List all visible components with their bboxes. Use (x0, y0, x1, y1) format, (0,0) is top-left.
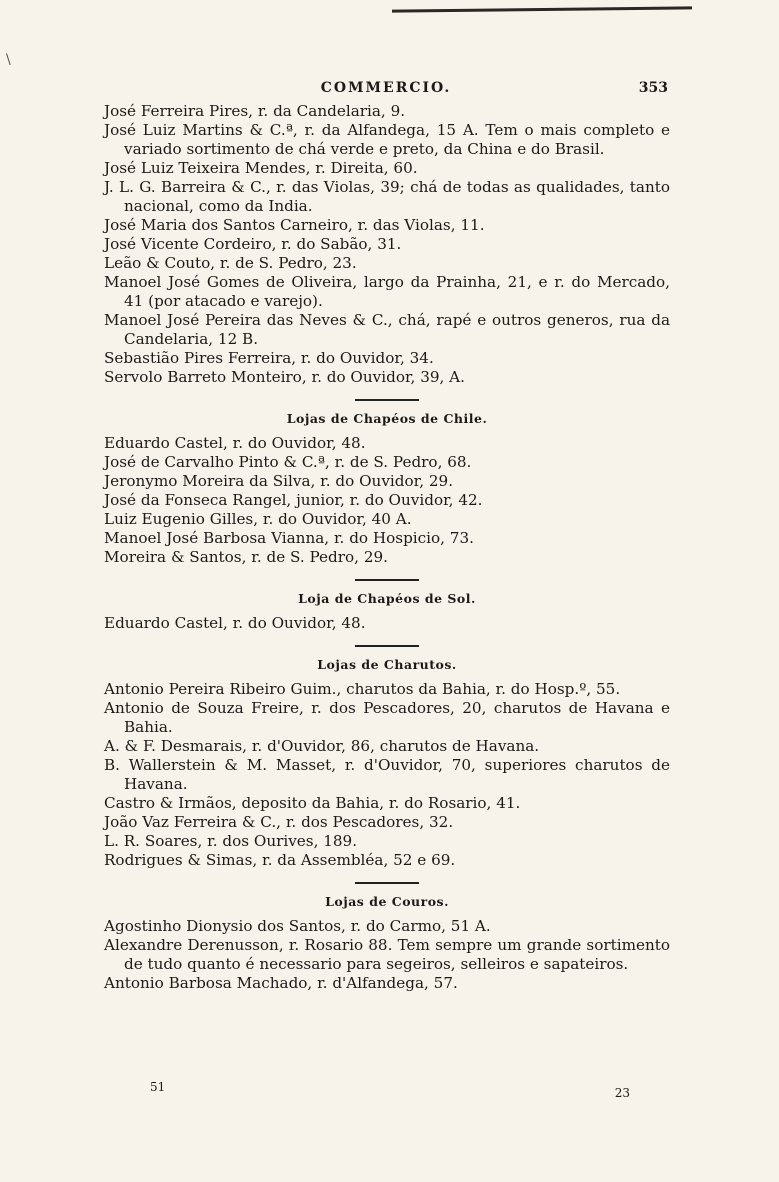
list-item: Alexandre Derenusson, r. Rosario 88. Tem sempre um grande sortimento de tudo quanto é necessario para segeiros, selleiros e sapateiros. (104, 936, 670, 973)
section-title: Lojas de Couros. (325, 894, 449, 909)
list-item: Castro & Irmãos, deposito da Bahia, r. do Rosario, 41. (104, 794, 521, 812)
list-item: João Vaz Ferreira & C., r. dos Pescadores, 32. (104, 813, 454, 831)
list-item: José Maria dos Santos Carneiro, r. das Violas, 11. (104, 216, 485, 234)
list-item: J. L. G. Barreira & C., r. das Violas, 39; chá de todas as qualidades, tanto nacional, como da India. (104, 178, 670, 215)
list-item: José Luiz Teixeira Mendes, r. Direita, 60. (104, 159, 418, 177)
list-item: Agostinho Dionysio dos Santos, r. do Carmo, 51 A. (104, 917, 491, 935)
section-divider (355, 579, 419, 581)
list-item: Manoel José Barbosa Vianna, r. do Hospicio, 73. (104, 529, 474, 547)
list-item: B. Wallerstein & M. Masset, r. d'Ouvidor, 70, superiores charutos de Havana. (104, 756, 670, 793)
signature-mark: 51 (150, 1080, 166, 1094)
footer-right-mark: 23 (614, 1086, 630, 1100)
list-item: José Luiz Martins & C.ª, r. da Alfandega, 15 A. Tem o mais completo e variado sortimento de chá verde e preto, da China e do Brasil. (104, 121, 670, 158)
list-item: Eduardo Castel, r. do Ouvidor, 48. (104, 614, 366, 632)
margin-mark: \ (6, 52, 11, 68)
list-item: Moreira & Santos, r. de S. Pedro, 29. (104, 548, 388, 566)
page-header (104, 80, 668, 100)
page-number: 353 (638, 80, 668, 96)
list-item: Leão & Couto, r. de S. Pedro, 23. (104, 254, 357, 272)
section-divider (355, 882, 419, 884)
list-item: José da Fonseca Rangel, junior, r. do Ouvidor, 42. (104, 491, 483, 509)
list-item: Manoel José Pereira das Neves & C., chá, rapé e outros generos, rua da Candelaria, 12 B. (104, 311, 670, 348)
list-item: Rodrigues & Simas, r. da Assembléa, 52 e 69. (104, 851, 456, 869)
section-title: Loja de Chapéos de Sol. (298, 591, 476, 606)
list-item: Sebastião Pires Ferreira, r. do Ouvidor, 34. (104, 349, 434, 367)
list-item: Antonio Pereira Ribeiro Guim., charutos da Bahia, r. do Hosp.º, 55. (104, 680, 621, 698)
list-item: Servolo Barreto Monteiro, r. do Ouvidor, 39, A. (104, 368, 465, 386)
section-couros (104, 882, 670, 993)
list-item: José Ferreira Pires, r. da Candelaria, 9. (104, 102, 406, 120)
list-item: Jeronymo Moreira da Silva, r. do Ouvidor, 29. (104, 472, 454, 490)
page-title: COMMERCIO. (320, 80, 452, 96)
page-content (104, 102, 670, 993)
list-item: Antonio de Souza Freire, r. dos Pescadores, 20, charutos de Havana e Bahia. (104, 699, 670, 736)
list-item: Eduardo Castel, r. do Ouvidor, 48. (104, 434, 366, 452)
list-item: L. R. Soares, r. dos Ourives, 189. (104, 832, 358, 850)
top-rule (392, 6, 692, 12)
section-divider (355, 645, 419, 647)
section-chapeos-de-chile (104, 399, 670, 567)
list-item: A. & F. Desmarais, r. d'Ouvidor, 86, charutos de Havana. (104, 737, 540, 755)
list-item: Antonio Barbosa Machado, r. d'Alfandega, 57. (104, 974, 458, 992)
section-charutos (104, 645, 670, 870)
section-chapeos-de-sol (104, 579, 670, 633)
section-divider (355, 399, 419, 401)
list-item: José de Carvalho Pinto & C.ª, r. de S. Pedro, 68. (104, 453, 472, 471)
list-item: José Vicente Cordeiro, r. do Sabão, 31. (104, 235, 402, 253)
section-title: Lojas de Chapéos de Chile. (286, 411, 488, 426)
list-item: Luiz Eugenio Gilles, r. do Ouvidor, 40 A. (104, 510, 412, 528)
list-item: Manoel José Gomes de Oliveira, largo da Prainha, 21, e r. do Mercado, 41 (por atacado e varejo). (104, 273, 670, 310)
section-title: Lojas de Charutos. (317, 657, 457, 672)
top-entry-list (104, 102, 670, 387)
